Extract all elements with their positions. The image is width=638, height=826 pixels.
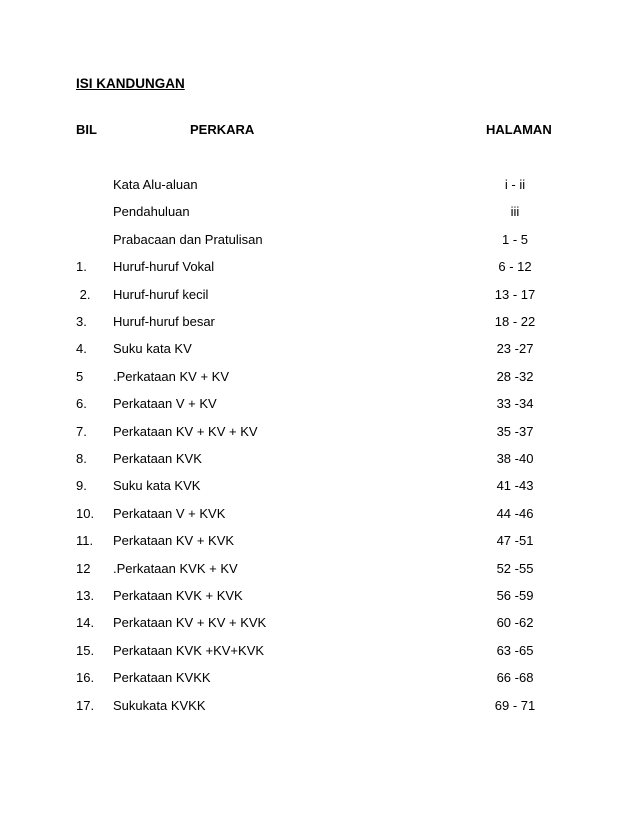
- toc-row: [0, 643, 638, 663]
- toc-row-item: Perkataan KV + KV + KV: [113, 423, 258, 439]
- toc-row-number: 7.: [76, 423, 87, 439]
- toc-row: [0, 424, 638, 444]
- toc-row-page: 63 -65: [496, 642, 534, 658]
- toc-row-number: 14.: [76, 615, 95, 631]
- toc-row: [0, 259, 638, 279]
- toc-row-item: Suku kata KV: [113, 341, 192, 357]
- toc-row-number: 3.: [76, 314, 87, 329]
- toc-row-item: Kata Alu-aluan: [113, 177, 198, 192]
- toc-row: [0, 506, 638, 526]
- header-perkara: PERKARA: [190, 122, 255, 137]
- toc-row: [0, 314, 638, 334]
- toc-row-item: Perkataan KVK + KVK: [113, 588, 243, 603]
- toc-row-item: Huruf-huruf Vokal: [113, 259, 215, 275]
- toc-row-page: 56 -59: [496, 588, 534, 603]
- toc-row-item: Perkataan KVK: [113, 451, 202, 466]
- toc-row-item: Pendahuluan: [113, 204, 190, 220]
- toc-row-item: Perkataan V + KVK: [113, 505, 226, 521]
- toc-row-page: 1 - 5: [501, 231, 528, 247]
- toc-row-page: i - ii: [504, 177, 526, 192]
- toc-row-number: 2.: [76, 286, 91, 302]
- header-halaman: HALAMAN: [486, 122, 552, 137]
- toc-row-page: 52 -55: [496, 560, 534, 576]
- toc-row-item: Perkataan KVKK: [113, 670, 211, 686]
- toc-row: [0, 670, 638, 690]
- toc-row-page: 47 -51: [496, 533, 534, 549]
- toc-row: [0, 204, 638, 224]
- toc-row-item: .Perkataan KVK + KV: [113, 560, 238, 576]
- toc-row-page: 13 - 17: [494, 286, 536, 302]
- toc-row-number: 8.: [76, 451, 87, 466]
- toc-row-number: 5: [76, 368, 84, 384]
- toc-row: [0, 177, 638, 197]
- toc-row-page: 18 - 22: [494, 314, 536, 329]
- toc-row-item: Sukukata KVKK: [113, 697, 206, 713]
- toc-row: [0, 615, 638, 635]
- toc-row-item: Suku kata KVK: [113, 478, 201, 494]
- toc-row-page: 23 -27: [496, 341, 534, 357]
- toc-row: [0, 232, 638, 252]
- toc-row-item: Perkataan V + KV: [113, 396, 217, 412]
- toc-row-page: 41 -43: [496, 478, 534, 494]
- toc-row-number: 9.: [76, 478, 87, 494]
- toc-row-page: 28 -32: [496, 368, 534, 384]
- toc-row: [0, 561, 638, 581]
- toc-row-item: Huruf-huruf besar: [113, 314, 215, 329]
- toc-row: [0, 588, 638, 608]
- toc-row-page: 6 - 12: [498, 259, 532, 275]
- toc-row: [0, 698, 638, 718]
- toc-row: [0, 396, 638, 416]
- toc-row: [0, 451, 638, 471]
- toc-row-number: 1.: [76, 259, 87, 275]
- toc-row-item: .Perkataan KV + KV: [113, 368, 229, 384]
- toc-row-number: 12: [76, 560, 91, 576]
- toc-row: [0, 533, 638, 553]
- toc-row-number: 15.: [76, 642, 95, 658]
- toc-row-item: Perkataan KVK +KV+KVK: [113, 642, 265, 658]
- header-bil: BIL: [76, 122, 97, 137]
- toc-row-number: 13.: [76, 588, 95, 603]
- toc-row: [0, 287, 638, 307]
- toc-title: ISI KANDUNGAN: [76, 76, 185, 91]
- toc-row-number: 16.: [76, 670, 95, 686]
- toc-row-page: 44 -46: [496, 505, 534, 521]
- toc-row-page: iii: [510, 204, 520, 220]
- toc-row-number: 10.: [76, 505, 95, 521]
- toc-row: [0, 369, 638, 389]
- toc-row-page: 33 -34: [496, 396, 534, 412]
- toc-row-page: 35 -37: [496, 423, 534, 439]
- toc-row-page: 69 - 71: [494, 697, 536, 713]
- toc-row-item: Huruf-huruf kecil: [113, 286, 209, 302]
- toc-row-item: Perkataan KV + KV + KVK: [113, 615, 267, 631]
- toc-row-page: 38 -40: [496, 451, 534, 466]
- toc-row-number: 11.: [76, 533, 94, 549]
- toc-row-item: Perkataan KV + KVK: [113, 533, 235, 549]
- toc-row: [0, 341, 638, 361]
- toc-row-number: 4.: [76, 341, 87, 357]
- toc-row-number: 17.: [76, 697, 95, 713]
- toc-row-number: 6.: [76, 396, 87, 412]
- toc-row-page: 60 -62: [496, 615, 534, 631]
- toc-row-item: Prabacaan dan Pratulisan: [113, 231, 263, 247]
- toc-row: [0, 478, 638, 498]
- toc-row-page: 66 -68: [496, 670, 534, 686]
